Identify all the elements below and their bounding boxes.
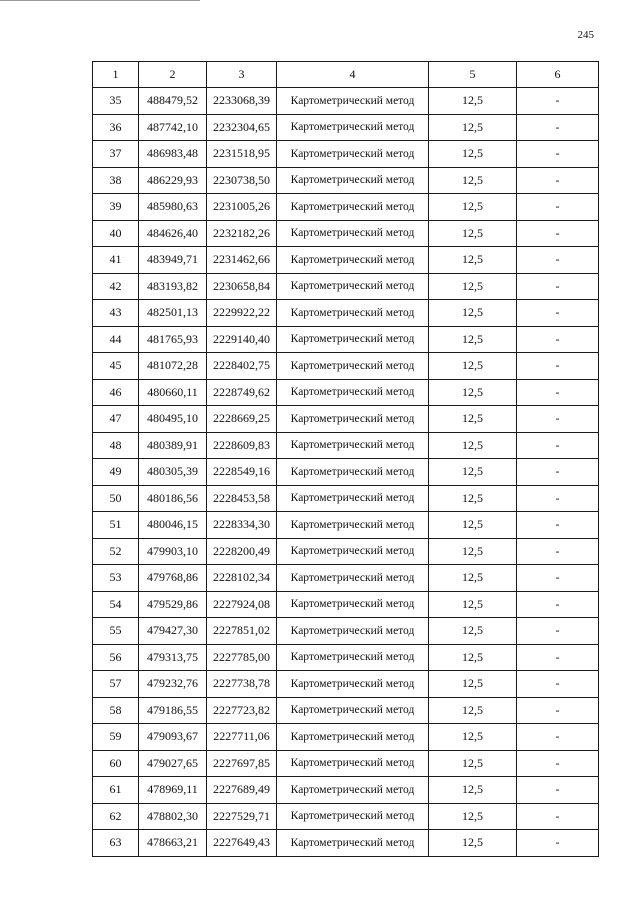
method-cell: Картометрический метод <box>277 671 429 698</box>
point-number-cell: 51 <box>93 512 139 539</box>
x-coordinate-cell: 480186,56 <box>139 485 207 512</box>
accuracy-cell: 12,5 <box>429 379 517 406</box>
accuracy-cell: 12,5 <box>429 114 517 141</box>
method-cell: Картометрический метод <box>277 591 429 618</box>
x-coordinate-cell: 478663,21 <box>139 830 207 857</box>
table-row <box>93 326 599 353</box>
x-coordinate-cell: 483193,82 <box>139 273 207 300</box>
point-number-cell: 56 <box>93 644 139 671</box>
note-cell: - <box>517 326 599 353</box>
y-coordinate-cell: 2228102,34 <box>207 565 277 592</box>
y-coordinate-cell: 2229922,22 <box>207 300 277 327</box>
method-cell: Картометрический метод <box>277 618 429 645</box>
accuracy-cell: 12,5 <box>429 141 517 168</box>
note-cell: - <box>517 618 599 645</box>
accuracy-cell: 12,5 <box>429 485 517 512</box>
note-cell: - <box>517 750 599 777</box>
x-coordinate-cell: 481765,93 <box>139 326 207 353</box>
note-cell: - <box>517 538 599 565</box>
accuracy-cell: 12,5 <box>429 565 517 592</box>
method-cell: Картометрический метод <box>277 194 429 221</box>
note-cell: - <box>517 300 599 327</box>
x-coordinate-cell: 480389,91 <box>139 432 207 459</box>
note-cell: - <box>517 671 599 698</box>
method-cell: Картометрический метод <box>277 247 429 274</box>
point-number-cell: 45 <box>93 353 139 380</box>
x-coordinate-cell: 480305,39 <box>139 459 207 486</box>
table-row <box>93 459 599 486</box>
x-coordinate-cell: 479313,75 <box>139 644 207 671</box>
table-row <box>93 432 599 459</box>
table-row <box>93 644 599 671</box>
y-coordinate-cell: 2230658,84 <box>207 273 277 300</box>
y-coordinate-cell: 2232304,65 <box>207 114 277 141</box>
point-number-cell: 53 <box>93 565 139 592</box>
method-cell: Картометрический метод <box>277 724 429 751</box>
x-coordinate-cell: 482501,13 <box>139 300 207 327</box>
accuracy-cell: 12,5 <box>429 777 517 804</box>
accuracy-cell: 12,5 <box>429 220 517 247</box>
table-row <box>93 141 599 168</box>
point-number-cell: 36 <box>93 114 139 141</box>
accuracy-cell: 12,5 <box>429 406 517 433</box>
note-cell: - <box>517 485 599 512</box>
table-row <box>93 88 599 115</box>
note-cell: - <box>517 724 599 751</box>
note-cell: - <box>517 697 599 724</box>
y-coordinate-cell: 2227649,43 <box>207 830 277 857</box>
x-coordinate-cell: 480046,15 <box>139 512 207 539</box>
header-row <box>93 62 599 88</box>
note-cell: - <box>517 247 599 274</box>
point-number-cell: 46 <box>93 379 139 406</box>
x-coordinate-cell: 479529,86 <box>139 591 207 618</box>
accuracy-cell: 12,5 <box>429 194 517 221</box>
table-row <box>93 194 599 221</box>
note-cell: - <box>517 459 599 486</box>
table-row <box>93 671 599 698</box>
x-coordinate-cell: 479232,76 <box>139 671 207 698</box>
table-row <box>93 406 599 433</box>
x-coordinate-cell: 481072,28 <box>139 353 207 380</box>
table-row <box>93 353 599 380</box>
method-cell: Картометрический метод <box>277 406 429 433</box>
column-header-3: 3 <box>207 62 277 88</box>
note-cell: - <box>517 591 599 618</box>
y-coordinate-cell: 2227851,02 <box>207 618 277 645</box>
accuracy-cell: 12,5 <box>429 618 517 645</box>
point-number-cell: 38 <box>93 167 139 194</box>
x-coordinate-cell: 486229,93 <box>139 167 207 194</box>
table-row <box>93 220 599 247</box>
method-cell: Картометрический метод <box>277 326 429 353</box>
accuracy-cell: 12,5 <box>429 697 517 724</box>
column-header-1: 1 <box>93 62 139 88</box>
accuracy-cell: 12,5 <box>429 591 517 618</box>
accuracy-cell: 12,5 <box>429 803 517 830</box>
y-coordinate-cell: 2228749,62 <box>207 379 277 406</box>
note-cell: - <box>517 353 599 380</box>
page-number: 245 <box>577 29 594 41</box>
y-coordinate-cell: 2227723,82 <box>207 697 277 724</box>
x-coordinate-cell: 479427,30 <box>139 618 207 645</box>
method-cell: Картометрический метод <box>277 538 429 565</box>
method-cell: Картометрический метод <box>277 565 429 592</box>
accuracy-cell: 12,5 <box>429 459 517 486</box>
point-number-cell: 47 <box>93 406 139 433</box>
point-number-cell: 55 <box>93 618 139 645</box>
method-cell: Картометрический метод <box>277 830 429 857</box>
point-number-cell: 61 <box>93 777 139 804</box>
point-number-cell: 58 <box>93 697 139 724</box>
y-coordinate-cell: 2227785,00 <box>207 644 277 671</box>
y-coordinate-cell: 2228334,30 <box>207 512 277 539</box>
note-cell: - <box>517 830 599 857</box>
note-cell: - <box>517 141 599 168</box>
x-coordinate-cell: 480660,11 <box>139 379 207 406</box>
method-cell: Картометрический метод <box>277 459 429 486</box>
method-cell: Картометрический метод <box>277 353 429 380</box>
point-number-cell: 49 <box>93 459 139 486</box>
y-coordinate-cell: 2230738,50 <box>207 167 277 194</box>
table-row <box>93 777 599 804</box>
x-coordinate-cell: 479903,10 <box>139 538 207 565</box>
point-number-cell: 54 <box>93 591 139 618</box>
note-cell: - <box>517 565 599 592</box>
table-row <box>93 830 599 857</box>
y-coordinate-cell: 2231005,26 <box>207 194 277 221</box>
x-coordinate-cell: 483949,71 <box>139 247 207 274</box>
coordinates-table <box>92 61 599 857</box>
note-cell: - <box>517 644 599 671</box>
method-cell: Картометрический метод <box>277 300 429 327</box>
point-number-cell: 50 <box>93 485 139 512</box>
x-coordinate-cell: 480495,10 <box>139 406 207 433</box>
note-cell: - <box>517 406 599 433</box>
table-body <box>93 88 599 857</box>
accuracy-cell: 12,5 <box>429 750 517 777</box>
note-cell: - <box>517 194 599 221</box>
column-header-6: 6 <box>517 62 599 88</box>
accuracy-cell: 12,5 <box>429 644 517 671</box>
accuracy-cell: 12,5 <box>429 432 517 459</box>
x-coordinate-cell: 479186,55 <box>139 697 207 724</box>
table-row <box>93 167 599 194</box>
y-coordinate-cell: 2228669,25 <box>207 406 277 433</box>
method-cell: Картометрический метод <box>277 114 429 141</box>
method-cell: Картометрический метод <box>277 512 429 539</box>
note-cell: - <box>517 803 599 830</box>
table-row <box>93 618 599 645</box>
method-cell: Картометрический метод <box>277 167 429 194</box>
table-row <box>93 591 599 618</box>
method-cell: Картометрический метод <box>277 803 429 830</box>
note-cell: - <box>517 220 599 247</box>
x-coordinate-cell: 479027,65 <box>139 750 207 777</box>
accuracy-cell: 12,5 <box>429 88 517 115</box>
accuracy-cell: 12,5 <box>429 538 517 565</box>
x-coordinate-cell: 479768,86 <box>139 565 207 592</box>
table-row <box>93 247 599 274</box>
x-coordinate-cell: 478802,30 <box>139 803 207 830</box>
y-coordinate-cell: 2227689,49 <box>207 777 277 804</box>
point-number-cell: 63 <box>93 830 139 857</box>
table-row <box>93 697 599 724</box>
table-row <box>93 485 599 512</box>
accuracy-cell: 12,5 <box>429 724 517 751</box>
table-header <box>93 62 599 88</box>
table-row <box>93 379 599 406</box>
note-cell: - <box>517 379 599 406</box>
point-number-cell: 42 <box>93 273 139 300</box>
note-cell: - <box>517 432 599 459</box>
x-coordinate-cell: 479093,67 <box>139 724 207 751</box>
method-cell: Картометрический метод <box>277 485 429 512</box>
point-number-cell: 37 <box>93 141 139 168</box>
table-row <box>93 538 599 565</box>
method-cell: Картометрический метод <box>277 141 429 168</box>
point-number-cell: 44 <box>93 326 139 353</box>
y-coordinate-cell: 2227738,78 <box>207 671 277 698</box>
x-coordinate-cell: 487742,10 <box>139 114 207 141</box>
y-coordinate-cell: 2232182,26 <box>207 220 277 247</box>
method-cell: Картометрический метод <box>277 379 429 406</box>
method-cell: Картометрический метод <box>277 273 429 300</box>
column-header-5: 5 <box>429 62 517 88</box>
y-coordinate-cell: 2227697,85 <box>207 750 277 777</box>
table-row <box>93 512 599 539</box>
method-cell: Картометрический метод <box>277 644 429 671</box>
accuracy-cell: 12,5 <box>429 830 517 857</box>
y-coordinate-cell: 2231462,66 <box>207 247 277 274</box>
note-cell: - <box>517 167 599 194</box>
y-coordinate-cell: 2227924,08 <box>207 591 277 618</box>
table-row <box>93 750 599 777</box>
method-cell: Картометрический метод <box>277 220 429 247</box>
accuracy-cell: 12,5 <box>429 273 517 300</box>
accuracy-cell: 12,5 <box>429 300 517 327</box>
note-cell: - <box>517 777 599 804</box>
accuracy-cell: 12,5 <box>429 167 517 194</box>
table-row <box>93 273 599 300</box>
point-number-cell: 35 <box>93 88 139 115</box>
column-header-2: 2 <box>139 62 207 88</box>
x-coordinate-cell: 478969,11 <box>139 777 207 804</box>
y-coordinate-cell: 2228453,58 <box>207 485 277 512</box>
y-coordinate-cell: 2227711,06 <box>207 724 277 751</box>
y-coordinate-cell: 2229140,40 <box>207 326 277 353</box>
y-coordinate-cell: 2228200,49 <box>207 538 277 565</box>
table-row <box>93 300 599 327</box>
x-coordinate-cell: 485980,63 <box>139 194 207 221</box>
point-number-cell: 62 <box>93 803 139 830</box>
method-cell: Картометрический метод <box>277 432 429 459</box>
table-row <box>93 565 599 592</box>
method-cell: Картометрический метод <box>277 777 429 804</box>
note-cell: - <box>517 114 599 141</box>
scan-edge-line <box>0 0 200 1</box>
point-number-cell: 41 <box>93 247 139 274</box>
note-cell: - <box>517 273 599 300</box>
point-number-cell: 48 <box>93 432 139 459</box>
y-coordinate-cell: 2228609,83 <box>207 432 277 459</box>
table-row <box>93 803 599 830</box>
y-coordinate-cell: 2231518,95 <box>207 141 277 168</box>
x-coordinate-cell: 486983,48 <box>139 141 207 168</box>
method-cell: Картометрический метод <box>277 750 429 777</box>
table-row <box>93 114 599 141</box>
y-coordinate-cell: 2228402,75 <box>207 353 277 380</box>
x-coordinate-cell: 488479,52 <box>139 88 207 115</box>
point-number-cell: 52 <box>93 538 139 565</box>
point-number-cell: 39 <box>93 194 139 221</box>
method-cell: Картометрический метод <box>277 88 429 115</box>
note-cell: - <box>517 88 599 115</box>
point-number-cell: 40 <box>93 220 139 247</box>
point-number-cell: 60 <box>93 750 139 777</box>
accuracy-cell: 12,5 <box>429 512 517 539</box>
y-coordinate-cell: 2227529,71 <box>207 803 277 830</box>
column-header-4: 4 <box>277 62 429 88</box>
point-number-cell: 59 <box>93 724 139 751</box>
table-row <box>93 724 599 751</box>
accuracy-cell: 12,5 <box>429 247 517 274</box>
y-coordinate-cell: 2233068,39 <box>207 88 277 115</box>
accuracy-cell: 12,5 <box>429 671 517 698</box>
accuracy-cell: 12,5 <box>429 353 517 380</box>
y-coordinate-cell: 2228549,16 <box>207 459 277 486</box>
method-cell: Картометрический метод <box>277 697 429 724</box>
x-coordinate-cell: 484626,40 <box>139 220 207 247</box>
accuracy-cell: 12,5 <box>429 326 517 353</box>
point-number-cell: 43 <box>93 300 139 327</box>
point-number-cell: 57 <box>93 671 139 698</box>
note-cell: - <box>517 512 599 539</box>
